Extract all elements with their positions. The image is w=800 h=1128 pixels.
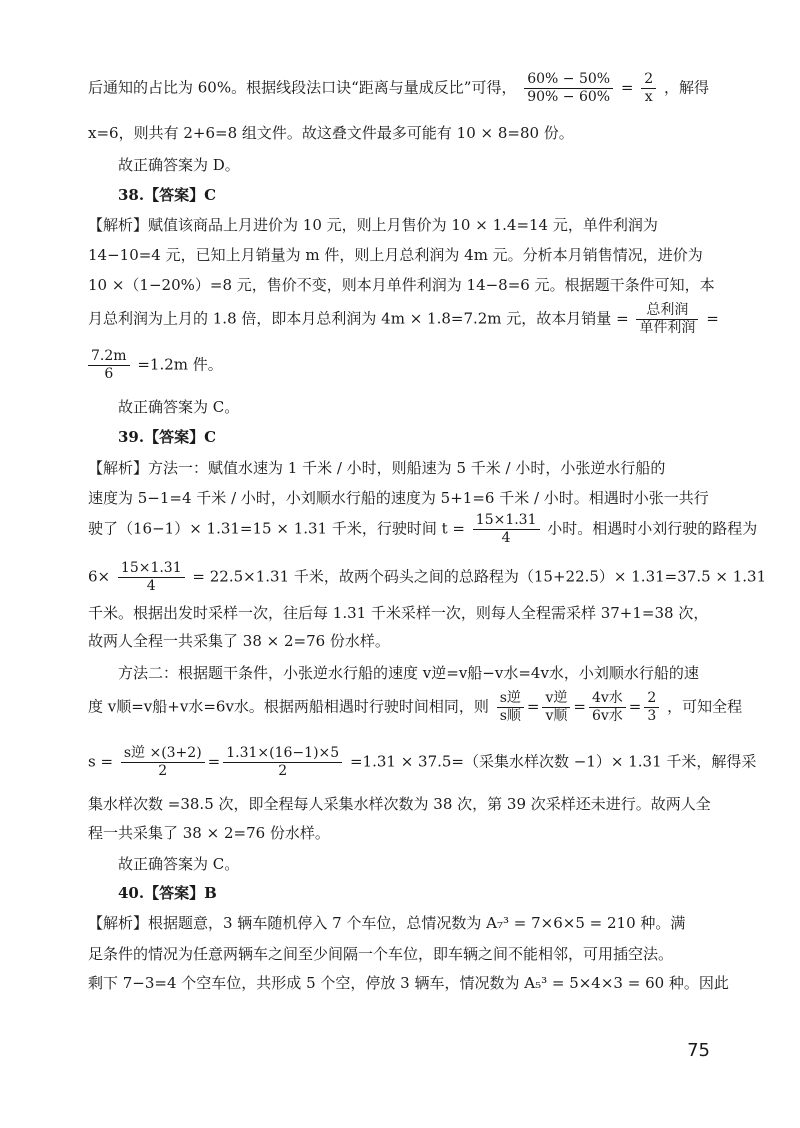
paragraph-line: x=6，则共有 2+6=8 组文件。故这叠文件最多可能有 10 × 8=80 份。 xyxy=(88,124,574,142)
fraction-numerator: 1.31×(16−1)×5 xyxy=(223,745,342,763)
paragraph-line: 速度为 5−1=4 千米 / 小时，小刘顺水行船的速度为 5+1=6 千米 / 小时。相遇时小张一共行 xyxy=(88,489,709,507)
fraction-numerator: 7.2m xyxy=(88,348,130,366)
fraction-denominator: 4 xyxy=(146,578,156,594)
question-label-40: 40.【答案】B xyxy=(118,884,217,902)
fraction xyxy=(524,71,613,106)
paragraph-line: 【解析】赋值该商品上月进价为 10 元，则上月售价为 10 × 1.4=14 元，单件利润为 xyxy=(88,216,658,234)
fraction-numerator: 总利润 xyxy=(636,302,698,320)
fraction-numerator: 60% − 50% xyxy=(524,71,613,89)
text-run: =1.2m 件。 xyxy=(137,355,223,374)
question-label-39: 39.【答案】C xyxy=(118,428,217,446)
text-run: 后通知的占比为 60%。根据线段法口诀“距离与量成反比”可得， xyxy=(88,78,517,97)
paragraph-line: 【解析】根据题意，3 辆车随机停入 7 个车位，总情况数为 A₇³ = 7×6×5 = 210 种。满 xyxy=(88,914,686,932)
fraction xyxy=(636,302,698,337)
fraction-denominator: 6 xyxy=(104,366,114,382)
fraction xyxy=(118,560,185,595)
fraction-denominator: v顺 xyxy=(545,708,568,724)
paragraph-line: 故两人全程一共采集了 38 × 2=76 份水样。 xyxy=(88,632,390,650)
fraction-denominator: 90% − 60% xyxy=(527,89,611,105)
fraction-denominator: 3 xyxy=(647,708,657,724)
fraction-denominator: 4 xyxy=(501,530,511,546)
paragraph-line: 足条件的情况为任意两辆车之间至少间隔一个车位，即车辆之间不能相邻，可用插空法。 xyxy=(88,945,674,963)
fraction-denominator: 2 xyxy=(158,763,168,779)
fraction-numerator: s逆 ×(3+2) xyxy=(121,745,205,763)
paragraph-line: s = $\frac{\text{s逆 ×(3+2)}}{2}$ = $\frac{1.31\times(16-1)\times 5}{2}$ =1.31 × 37.5=（采集水样次数 −1）× 1.31 千米，解得采 xyxy=(88,745,757,779)
text-run: ，解得 xyxy=(663,78,709,97)
paragraph-line xyxy=(88,302,719,337)
answer-line: 故正确答案为 D。 xyxy=(118,156,240,174)
fraction-numerator: 15×1.31 xyxy=(473,512,540,530)
fraction xyxy=(121,745,205,780)
paragraph-line xyxy=(88,512,758,547)
fraction xyxy=(88,348,130,383)
fraction-denominator: 2 xyxy=(278,763,288,779)
text-run: = 22.5×1.31 千米，故两个码头之间的总路程为（15+22.5）× 1.31=37.5 × 1.31 xyxy=(192,567,767,586)
text-run: s = xyxy=(88,752,114,771)
fraction-denominator: s顺 xyxy=(499,708,521,724)
paragraph-line: 程一共采集了 38 × 2=76 份水样。 xyxy=(88,824,330,842)
paragraph-line xyxy=(88,560,767,595)
fraction xyxy=(223,745,342,780)
fraction-numerator: 2 xyxy=(644,690,659,708)
paragraph-line: 剩下 7−3=4 个空车位，共形成 5 个空，停放 3 辆车，情况数为 A₅³ = 5×4×3 = 60 种。因此 xyxy=(88,974,729,992)
fraction xyxy=(497,690,524,725)
fraction xyxy=(473,512,540,547)
fraction-numerator: 4v水 xyxy=(589,690,626,708)
paragraph-line: 度 v顺=v船+v水=6v水。根据两船相遇时行驶时间相同，则 $\frac{\text{s逆}}{\text{s顺}}$ = $\frac{\text{v逆}}{\text{v顺}}$ = $\frac{\text{4v水}}{\text{6v水}}$ = $\frac{2}{3}$ ，可知全程 xyxy=(88,690,743,724)
fraction xyxy=(644,690,659,725)
text-run: 度 v顺=v船+v水=6v水。根据两船相遇时行驶时间相同，则 xyxy=(88,697,489,716)
paragraph-line: 方法二：根据题干条件，小张逆水行船的速度 v逆=v船−v水=4v水，小刘顺水行船的速 xyxy=(118,664,699,682)
paragraph-line xyxy=(88,348,712,383)
fraction-denominator: 6v水 xyxy=(591,708,623,724)
fraction xyxy=(589,690,626,725)
fraction-denominator: x xyxy=(644,89,653,105)
equals-sign: = xyxy=(706,309,719,328)
paragraph-line: 集水样次数 =38.5 次，即全程每人采集水样次数为 38 次，第 39 次采样还未进行。故两人全 xyxy=(88,795,711,813)
paragraph-line xyxy=(88,71,712,106)
fraction-numerator: v逆 xyxy=(542,690,570,708)
paragraph-line: 10 ×（1−20%）=8 元，售价不变，则本月单件利润为 14−8=6 元。根据题干条件可知，本 xyxy=(88,276,715,294)
paragraph-line: 千米。根据出发时采样一次，往后每 1.31 千米采样一次，则每人全程需采样 37+1=38 次， xyxy=(88,604,709,622)
answer-line: 故正确答案为 C。 xyxy=(118,398,240,416)
text-run: 6× xyxy=(88,567,111,586)
text-run: 小时。相遇时小刘行驶的路程为 xyxy=(547,519,758,538)
text-run: 月总利润为上月的 1.8 倍，即本月总利润为 4m × 1.8=7.2m 元，故本月销量 = xyxy=(88,309,629,328)
text-run: =1.31 × 37.5=（采集水样次数 −1）× 1.31 千米，解得采 xyxy=(349,752,757,771)
fraction xyxy=(641,71,656,106)
question-label-38: 38.【答案】C xyxy=(118,186,217,204)
paragraph-line: 14−10=4 元，已知上月销量为 m 件，则上月总利润为 4m 元。分析本月销售情况，进价为 xyxy=(88,246,703,264)
fraction-numerator: 15×1.31 xyxy=(118,560,185,578)
fraction-numerator: 2 xyxy=(641,71,656,89)
text-run: ，可知全程 xyxy=(667,697,743,716)
fraction-numerator: s逆 xyxy=(497,690,524,708)
page-number: 75 xyxy=(687,1040,710,1061)
equals-sign: = xyxy=(620,78,634,97)
fraction-denominator: 单件利润 xyxy=(639,320,696,336)
answer-line: 故正确答案为 C。 xyxy=(118,855,240,873)
paragraph-line: 【解析】方法一：赋值水速为 1 千米 / 小时，则船速为 5 千米 / 小时，小张逆水行船的 xyxy=(88,459,666,477)
text-run: 驶了（16−1）× 1.31=15 × 1.31 千米，行驶时间 t = xyxy=(88,519,465,538)
fraction xyxy=(542,690,570,725)
